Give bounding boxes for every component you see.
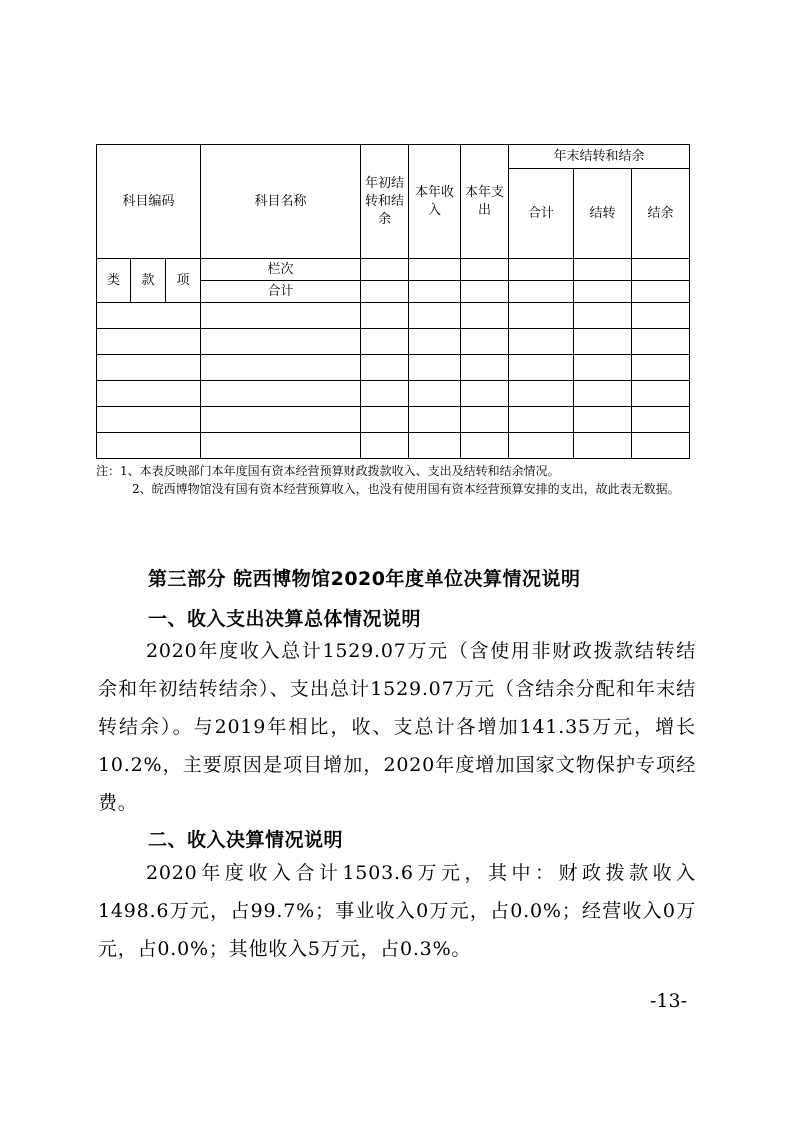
cell bbox=[201, 407, 361, 433]
cell bbox=[461, 355, 509, 381]
cell bbox=[361, 281, 409, 303]
cell bbox=[409, 381, 461, 407]
cell bbox=[97, 433, 201, 459]
cell bbox=[461, 329, 509, 355]
cell bbox=[632, 355, 690, 381]
cell bbox=[574, 355, 632, 381]
page-number: -13- bbox=[650, 990, 688, 1012]
cell bbox=[361, 381, 409, 407]
cell bbox=[461, 381, 509, 407]
cell bbox=[632, 407, 690, 433]
table-row bbox=[97, 407, 690, 433]
cell bbox=[409, 433, 461, 459]
header-year-end-carryover: 年末结转和结余 bbox=[509, 145, 690, 169]
cell bbox=[201, 329, 361, 355]
cell bbox=[97, 381, 201, 407]
cell bbox=[509, 355, 574, 381]
cell bbox=[632, 281, 690, 303]
total-row-label: 合计 bbox=[201, 281, 361, 303]
header-subject-name: 科目名称 bbox=[201, 145, 361, 259]
cell bbox=[97, 303, 201, 329]
table-row bbox=[97, 329, 690, 355]
cell bbox=[361, 355, 409, 381]
cell bbox=[509, 407, 574, 433]
header-current-expense: 本年支出 bbox=[461, 145, 509, 259]
state-capital-budget-table bbox=[96, 144, 690, 459]
cell bbox=[361, 433, 409, 459]
header-beginning-carryover: 年初结转和结余 bbox=[361, 145, 409, 259]
cell bbox=[461, 407, 509, 433]
cell bbox=[632, 329, 690, 355]
cell bbox=[461, 281, 509, 303]
cell bbox=[409, 259, 461, 281]
table-row bbox=[97, 433, 690, 459]
header-item: 项 bbox=[166, 259, 201, 303]
subsection-title-1: 一、收入支出决算总体情况说明 bbox=[148, 608, 422, 630]
table-row bbox=[97, 303, 690, 329]
header-category: 类 bbox=[97, 259, 131, 303]
cell bbox=[97, 355, 201, 381]
cell bbox=[409, 303, 461, 329]
table-row bbox=[97, 355, 690, 381]
header-year-end-carry: 结转 bbox=[574, 169, 632, 259]
cell bbox=[201, 433, 361, 459]
cell bbox=[461, 303, 509, 329]
cell bbox=[409, 329, 461, 355]
header-current-income: 本年收入 bbox=[409, 145, 461, 259]
cell bbox=[361, 329, 409, 355]
header-section: 款 bbox=[131, 259, 166, 303]
table-note-2: 2、皖西博物馆没有国有资本经营预算收入，也没有使用国有资本经营预算安排的支出，故此表无数据。 bbox=[132, 482, 680, 496]
cell bbox=[632, 303, 690, 329]
cell bbox=[574, 433, 632, 459]
cell bbox=[409, 407, 461, 433]
cell bbox=[201, 303, 361, 329]
cell bbox=[574, 303, 632, 329]
cell bbox=[361, 259, 409, 281]
cell bbox=[632, 433, 690, 459]
cell bbox=[574, 259, 632, 281]
cell bbox=[632, 259, 690, 281]
header-subject-code: 科目编码 bbox=[97, 145, 201, 259]
subsection-title-2: 二、收入决算情况说明 bbox=[148, 829, 344, 851]
part-title: 第三部分 皖西博物馆2020年度单位决算情况说明 bbox=[148, 568, 581, 590]
paragraph-income-expense-overview: 2020年度收入总计1529.07万元（含使用非财政拨款结转结余和年初结转结余）、支出总计1529.07万元（含结余分配和年末结转结余）。与2019年相比，收、支总计各增加141.35万元，增长10.2%，主要原因是项目增加，2020年度增加国家文物保护专项经费。 bbox=[98, 640, 696, 814]
header-year-end-total: 合计 bbox=[509, 169, 574, 259]
cell bbox=[97, 329, 201, 355]
cell bbox=[461, 259, 509, 281]
table-note-1: 注：1、本表反映部门本年度国有资本经营预算财政拨款收入、支出及结转和结余情况。 bbox=[96, 464, 560, 478]
cell bbox=[509, 433, 574, 459]
cell bbox=[574, 329, 632, 355]
column-index-label: 栏次 bbox=[201, 259, 361, 281]
cell bbox=[97, 407, 201, 433]
cell bbox=[361, 407, 409, 433]
paragraph-income-details: 2020年度收入合计1503.6万元，其中：财政拨款收入1498.6万元，占99.7%；事业收入0万元，占0.0%；经营收入0万元，占0.0%；其他收入5万元，占0.3%。 bbox=[98, 862, 696, 960]
cell bbox=[361, 303, 409, 329]
cell bbox=[574, 281, 632, 303]
cell bbox=[509, 329, 574, 355]
table-row bbox=[97, 381, 690, 407]
cell bbox=[509, 303, 574, 329]
header-year-end-surplus: 结余 bbox=[632, 169, 690, 259]
cell bbox=[574, 407, 632, 433]
cell bbox=[201, 355, 361, 381]
cell bbox=[201, 381, 361, 407]
cell bbox=[632, 381, 690, 407]
cell bbox=[509, 381, 574, 407]
cell bbox=[509, 259, 574, 281]
cell bbox=[409, 355, 461, 381]
cell bbox=[574, 381, 632, 407]
cell bbox=[461, 433, 509, 459]
cell bbox=[509, 281, 574, 303]
cell bbox=[409, 281, 461, 303]
